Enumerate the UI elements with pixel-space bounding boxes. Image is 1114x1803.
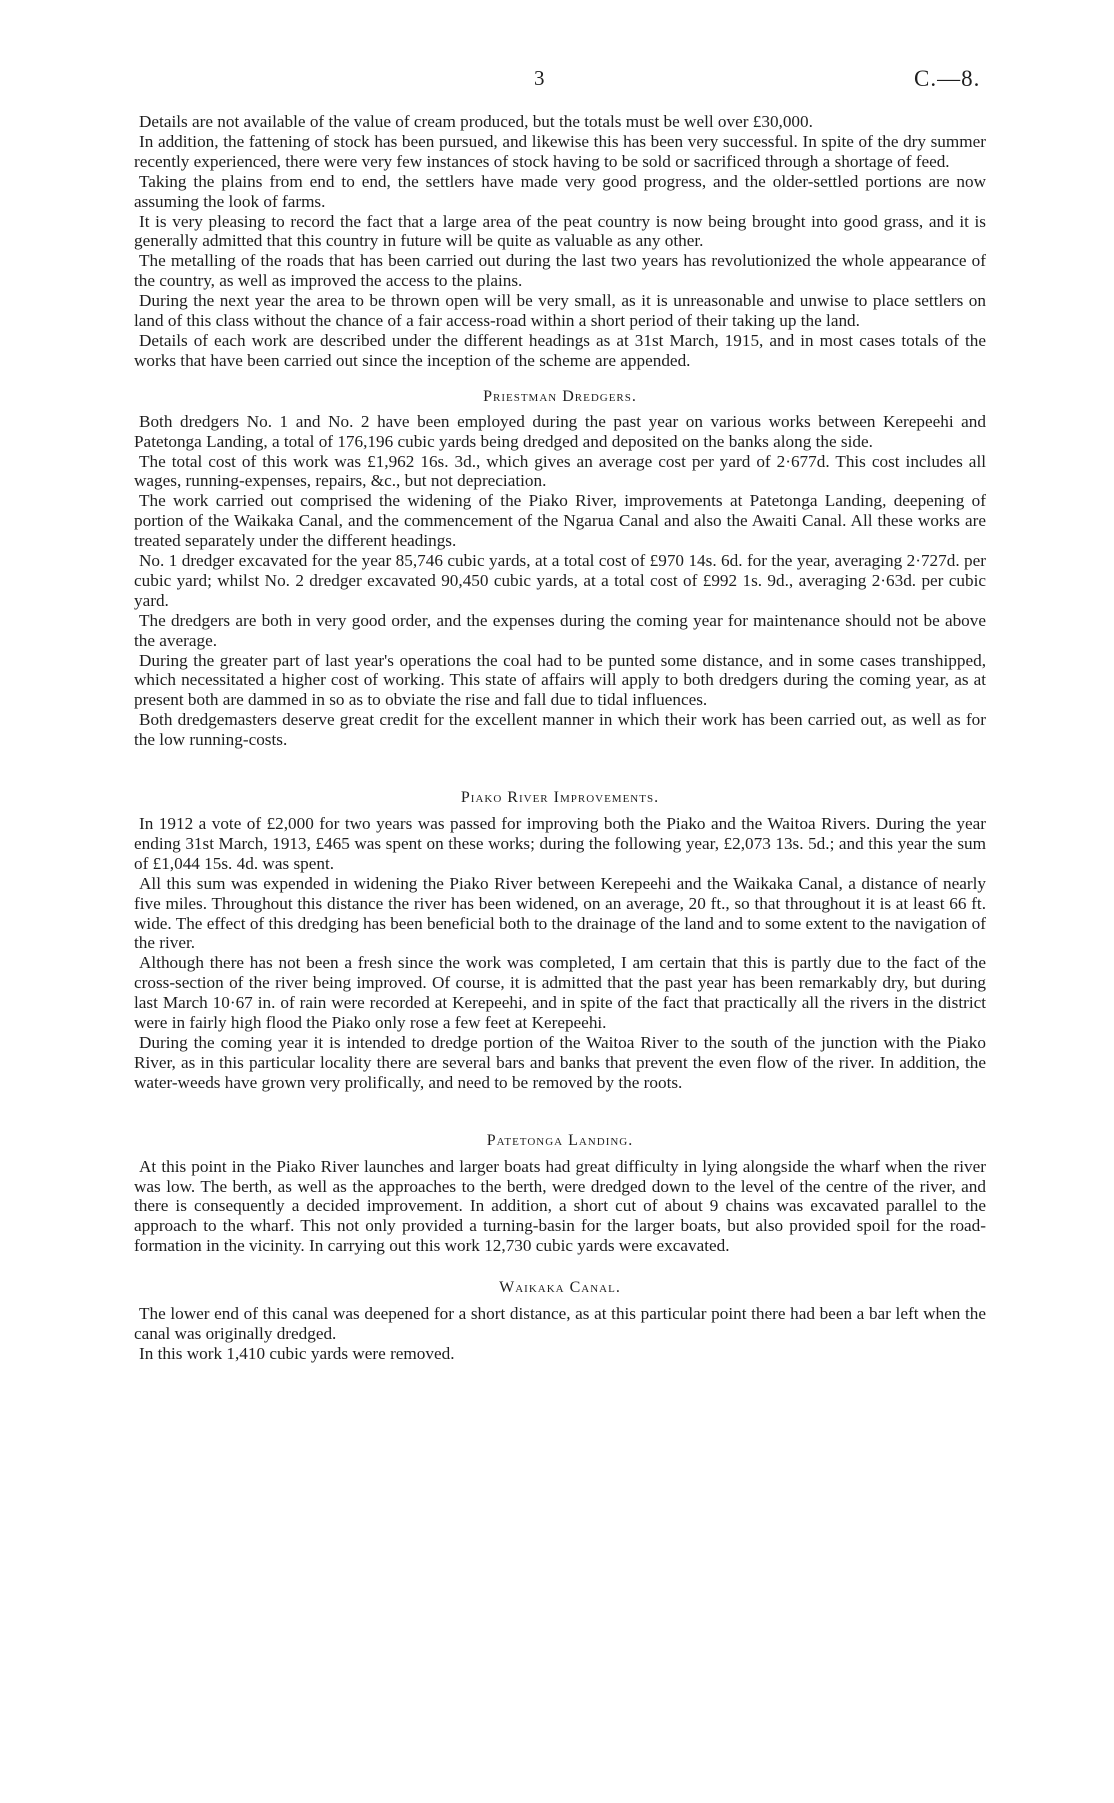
section-paragraph: During the greater part of last year's operations the coal had to be punted some distance, and in some cases transhipped, which necessitated a higher cost of working. This state of affairs will apply to both dredgers during the coming year, as at present both are dammed in so as to obviate the rise and fall due to tidal influences.: [134, 650, 986, 710]
intro-paragraph: In addition, the fattening of stock has been pursued, and likewise this has been very successful. In spite of the dry summer recently experienced, there were very few instances of stock having to be sold or sacrificed through a shortage of feed.: [134, 131, 986, 171]
section-heading-patetonga-landing: Patetonga Landing.: [486, 1131, 634, 1149]
intro-paragraph: The metalling of the roads that has been carried out during the last two years has revolutionized the whole appearance of the country, as well as improved the access to the plains.: [134, 251, 986, 291]
intro-paragraph: During the next year the area to be thrown open will be very small, as it is unreasonable and unwise to place settlers on land of this class without the chance of a fair access-road within a short period of their taking up the land.: [134, 291, 986, 331]
intro-paragraph: Taking the plains from end to end, the settlers have made very good progress, and the older-settled portions are now assuming the look of farms.: [134, 171, 986, 211]
section-paragraph: In 1912 a vote of £2,000 for two years was passed for improving both the Piako and the Waitoa Rivers. During the year ending 31st March, 1913, £465 was spent on these works; during the following year, £2,073 13s. 5d.; and this year the sum of £1,044 15s. 4d. was spent.: [134, 814, 986, 873]
document-reference: C.—8.: [914, 66, 981, 91]
section-paragraph: The work carried out comprised the widening of the Piako River, improvements at Patetonga Landing, deepening of portion of the Waikaka Canal, and the commencement of the Ngarua Canal and also the Awaiti Canal. All these works are treated separately under the different headings.: [134, 491, 986, 551]
section-paragraph: No. 1 dredger excavated for the year 85,746 cubic yards, at a total cost of £970 14s. 6d. for the year, averaging 2·727d. per cubic yard; whilst No. 2 dredger excavated 90,450 cubic yards, at a total cost of £992 1s. 9d., averaging 2·63d. per cubic yard.: [134, 551, 986, 610]
section-heading-waikaka-canal: Waikaka Canal.: [499, 1279, 621, 1297]
intro-paragraph: Details are not available of the value of cream produced, but the totals must be well over £30,000.: [139, 112, 813, 131]
section-paragraph: In this work 1,410 cubic yards were removed.: [139, 1343, 455, 1363]
intro-paragraph: It is very pleasing to record the fact that a large area of the peat country is now being brought into good grass, and it is generally admitted that this country in future will be quite as valuable as any other.: [134, 211, 986, 251]
page-number: 3: [534, 66, 545, 90]
section-paragraph: Both dredgemasters deserve great credit for the excellent manner in which their work has been carried out, as well as for the low running-costs.: [134, 710, 986, 750]
page-body: [134, 112, 986, 1364]
section-paragraph: At this point in the Piako River launches and larger boats had great difficulty in lying alongside the wharf when the river was low. The berth, as well as the approaches to the berth, were dredged down to the level of the centre of the river, and there is consequently a decided improvement. In addition, a short cut of about 9 chains was excavated parallel to the approach to the wharf. This not only provided a turning-basin for the larger boats, but also provided spoil for the road-formation in the vicinity. In carrying out this work 12,730 cubic yards were excavated.: [134, 1156, 986, 1256]
section-paragraph: The lower end of this canal was deepened for a short distance, as at this particular point there had been a bar left when the canal was originally dredged.: [134, 1304, 986, 1343]
section-heading-priestman-dredgers: Priestman Dredgers.: [483, 387, 637, 405]
section-heading-piako-river-improvements: Piako River Improvements.: [460, 789, 660, 807]
section-paragraph: Although there has not been a fresh since the work was completed, I am certain that this is partly due to the fact of the cross-section of the river being improved. Of course, it is admitted that the past year has been remarkably dry, but during last March 10·67 in. of rain were recorded at Kerepeehi, and in spite of the fact that practically all the rivers in the district were in fairly high flood the Piako only rose a few feet at Kerepeehi.: [134, 953, 986, 1033]
section-paragraph: All this sum was expended in widening the Piako River between Kerepeehi and the Waikaka Canal, a distance of nearly five miles. Throughout this distance the river has been widened, on an average, 20 ft., so that throughout it is at least 66 ft. wide. The effect of this dredging has been beneficial both to the drainage of the land and to some extent to the navigation of the river.: [134, 873, 986, 953]
section-paragraph: During the coming year it is intended to dredge portion of the Waitoa River to the south of the junction with the Piako River, as in this particular locality there are several bars and banks that prevent the even flow of the river. In addition, the water-weeds have grown very prolifically, and need to be removed by the roots.: [134, 1032, 986, 1092]
section-paragraph: The total cost of this work was £1,962 16s. 3d., which gives an average cost per yard of 2·677d. This cost includes all wages, running-expenses, repairs, &c., but not depreciation.: [134, 451, 986, 491]
section-paragraph: Both dredgers No. 1 and No. 2 have been employed during the past year on various works between Kerepeehi and Patetonga Landing, a total of 176,196 cubic yards being dredged and deposited on the banks along the side.: [134, 411, 986, 451]
section-paragraph: The dredgers are both in very good order, and the expenses during the coming year for maintenance should not be above the average.: [134, 610, 986, 650]
intro-paragraph: Details of each work are described under the different headings as at 31st March, 1915, and in most cases totals of the works that have been carried out since the inception of the scheme are appended.: [134, 330, 986, 370]
